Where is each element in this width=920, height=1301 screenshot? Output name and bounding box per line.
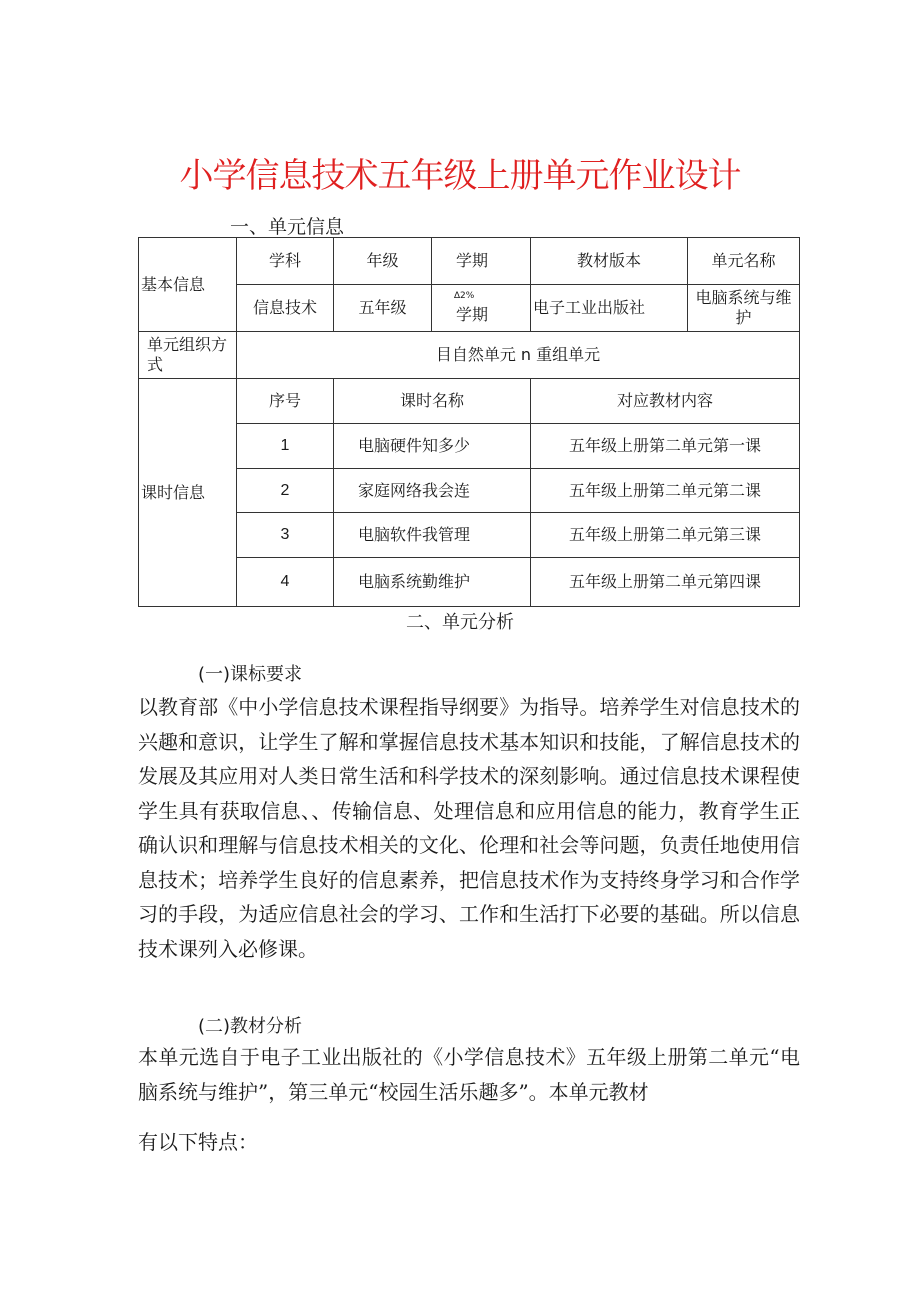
page-title: 小学信息技术五年级上册单元作业设计 <box>179 156 741 196</box>
table-row <box>139 332 800 379</box>
basic-info-label: 基本信息 <box>139 238 237 332</box>
term-small-text: ∆2% <box>454 291 475 301</box>
value-grade: 五年级 <box>334 285 432 332</box>
curriculum-requirements-text: 以教育部《中小学信息技术课程指导纲要》为指导。培养学生对信息技术的兴趣和意识，让学生了解和掌握信息技术基本知识和技能，了解信息技术的发展及其应用对人类日常生活和科学技术的深刻影响。通过信息技术课程使学生具有获取信息、、传输信息、处理信息和应用信息的能力，教育学生正确认识和理解与信息技术相关的文化、伦理和社会等问题，负责任地使用信息技术；培养学生良好的信息素养，把信息技术作为支持终身学习和合作学习的手段，为适应信息社会的学习、工作和生活打下必要的基础。所以信息技术课列入必修课。 <box>138 695 800 961</box>
lesson-content: 五年级上册第二单元第三课 <box>531 513 800 558</box>
unit-info-table <box>138 237 800 607</box>
table-row <box>139 238 800 285</box>
org-label: 单元组织方式 <box>139 332 237 379</box>
term-text: 学期 <box>456 305 489 324</box>
org-value: 目自然单元 n 重组单元 <box>237 332 800 379</box>
table-row <box>139 469 800 513</box>
lesson-name: 家庭网络我会连 <box>334 469 531 513</box>
lesson-no: 2 <box>237 469 334 513</box>
lesson-header-no: 序号 <box>237 379 334 424</box>
value-term <box>432 285 531 332</box>
lesson-header-content: 对应教材内容 <box>531 379 800 424</box>
table-row <box>139 558 800 607</box>
lesson-no: 1 <box>237 424 334 469</box>
header-unit-name: 单元名称 <box>688 238 800 285</box>
section-heading-unit-info: 一、单元信息 <box>230 216 345 238</box>
section-heading-unit-analysis: 二、单元分析 <box>406 612 514 633</box>
table-row <box>139 424 800 469</box>
header-edition: 教材版本 <box>531 238 688 285</box>
lesson-name: 电脑硬件知多少 <box>334 424 531 469</box>
table-row <box>139 379 800 424</box>
lesson-content: 五年级上册第二单元第一课 <box>531 424 800 469</box>
header-term: 学期 <box>432 238 531 285</box>
curriculum-requirements-heading: (一)课标要求 <box>198 664 303 685</box>
header-subject: 学科 <box>237 238 334 285</box>
textbook-analysis-heading: (二)教材分析 <box>198 1016 303 1037</box>
lesson-no: 3 <box>237 513 334 558</box>
textbook-analysis-text: 本单元选自于电子工业出版社的《小学信息技术》五年级上册第二单元“电脑系统与维护”，第三单元“校园生活乐趣多”。本单元教材 <box>138 1045 800 1104</box>
value-subject: 信息技术 <box>237 285 334 332</box>
value-unit-name: 电脑系统与维护 <box>688 285 800 332</box>
value-edition: 电子工业出版社 <box>531 285 688 332</box>
header-grade: 年级 <box>334 238 432 285</box>
textbook-analysis-text-2: 有以下特点： <box>138 1130 258 1154</box>
table-row <box>139 285 800 332</box>
lesson-content: 五年级上册第二单元第四课 <box>531 558 800 607</box>
lesson-name: 电脑系统勤维护 <box>334 558 531 607</box>
lesson-content: 五年级上册第二单元第二课 <box>531 469 800 513</box>
table-row <box>139 513 800 558</box>
lesson-header-name: 课时名称 <box>334 379 531 424</box>
lesson-info-label: 课时信息 <box>139 379 237 607</box>
lesson-no: 4 <box>237 558 334 607</box>
lesson-name: 电脑软件我管理 <box>334 513 531 558</box>
